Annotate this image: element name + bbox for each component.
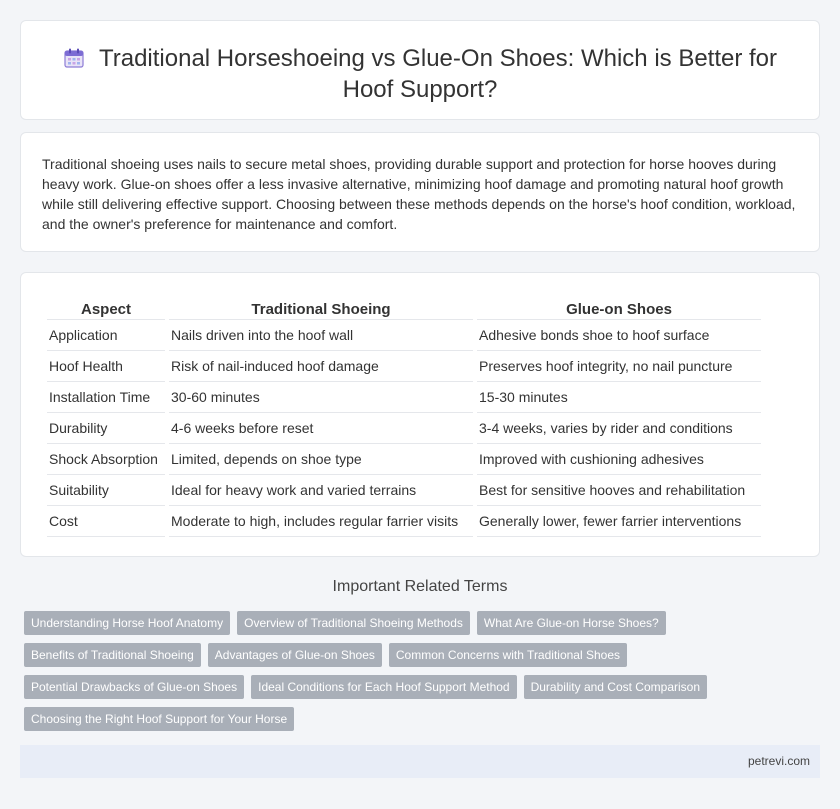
cell-aspect: Installation Time <box>47 382 165 413</box>
cell-glue-on: Adhesive bonds shoe to hoof surface <box>477 320 761 351</box>
footer <box>20 745 820 778</box>
header-aspect: Aspect <box>47 295 165 320</box>
cell-traditional: 4-6 weeks before reset <box>169 413 473 444</box>
related-term-tag[interactable]: Understanding Horse Hoof Anatomy <box>24 611 230 635</box>
cell-traditional: Risk of nail-induced hoof damage <box>169 351 473 382</box>
cell-aspect: Hoof Health <box>47 351 165 382</box>
related-term-tag[interactable]: Common Concerns with Traditional Shoes <box>389 643 627 667</box>
table-header-row <box>47 295 761 320</box>
cell-aspect: Cost <box>47 506 165 537</box>
cell-traditional: 30-60 minutes <box>169 382 473 413</box>
page-title-wrap <box>61 43 779 105</box>
intro-card <box>20 132 820 252</box>
related-term-tag[interactable]: Durability and Cost Comparison <box>524 675 707 699</box>
page-title: Traditional Horseshoeing vs Glue-On Shoes: Which is Better for Hoof Support? <box>98 45 778 103</box>
cell-glue-on: Improved with cushioning adhesives <box>477 444 761 475</box>
comparison-card <box>20 272 820 557</box>
cell-glue-on: 3-4 weeks, varies by rider and conditions <box>477 413 761 444</box>
table-row <box>47 413 761 444</box>
related-term-tag[interactable]: Benefits of Traditional Shoeing <box>24 643 201 667</box>
comparison-table <box>43 295 765 537</box>
related-term-tag[interactable]: Advantages of Glue-on Shoes <box>208 643 382 667</box>
cell-aspect: Durability <box>47 413 165 444</box>
intro-paragraph: Traditional shoeing uses nails to secure metal shoes, providing durable support and protection for horse hooves during heavy work. Glue-on shoes offer a less invasive alternative, minimizing hoof damage and promoting natural hoof growth while still delivering effective support. Choosing between these methods depends on the horse's hoof condition, workload, and the owner's preference for maintenance and comfort. <box>42 156 796 232</box>
calendar-icon <box>63 47 85 69</box>
table-row <box>47 444 761 475</box>
related-term-tag[interactable]: What Are Glue-on Horse Shoes? <box>477 611 666 635</box>
table-row <box>47 351 761 382</box>
cell-glue-on: Best for sensitive hooves and rehabilitation <box>477 475 761 506</box>
cell-traditional: Nails driven into the hoof wall <box>169 320 473 351</box>
cell-traditional: Limited, depends on shoe type <box>169 444 473 475</box>
related-term-tag[interactable]: Potential Drawbacks of Glue-on Shoes <box>24 675 244 699</box>
related-terms-list <box>24 611 804 731</box>
footer-site-link[interactable]: petrevi.com <box>747 754 810 768</box>
related-term-tag[interactable]: Overview of Traditional Shoeing Methods <box>237 611 470 635</box>
cell-glue-on: Generally lower, fewer farrier interventions <box>477 506 761 537</box>
title-card <box>20 20 820 120</box>
related-term-tag[interactable]: Choosing the Right Hoof Support for Your Horse <box>24 707 294 731</box>
cell-aspect: Application <box>47 320 165 351</box>
cell-traditional: Ideal for heavy work and varied terrains <box>169 475 473 506</box>
cell-traditional: Moderate to high, includes regular farrier visits <box>169 506 473 537</box>
header-glue-on: Glue-on Shoes <box>477 295 761 320</box>
cell-aspect: Shock Absorption <box>47 444 165 475</box>
cell-glue-on: Preserves hoof integrity, no nail puncture <box>477 351 761 382</box>
table-row <box>47 506 761 537</box>
related-terms-heading: Important Related Terms <box>332 578 508 595</box>
table-row <box>47 475 761 506</box>
cell-glue-on: 15-30 minutes <box>477 382 761 413</box>
related-term-tag[interactable]: Ideal Conditions for Each Hoof Support Method <box>251 675 516 699</box>
table-row <box>47 320 761 351</box>
cell-aspect: Suitability <box>47 475 165 506</box>
table-row <box>47 382 761 413</box>
header-traditional: Traditional Shoeing <box>169 295 473 320</box>
